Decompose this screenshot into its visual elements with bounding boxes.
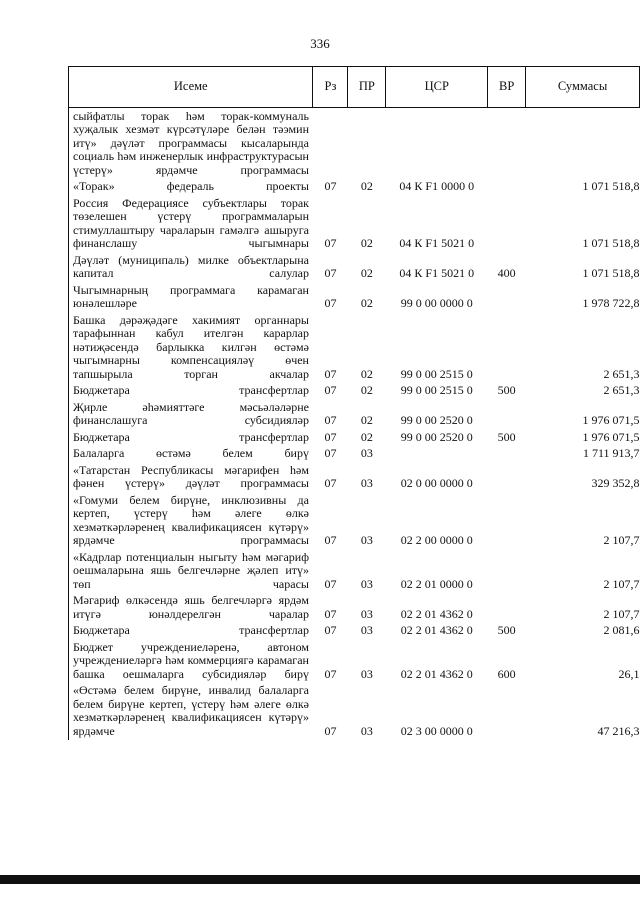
cell-sum: 26,1 xyxy=(618,666,640,681)
cell-sum xyxy=(526,108,640,179)
table-row xyxy=(69,312,640,383)
cell-rz: 07 xyxy=(324,623,337,637)
cell-vr xyxy=(488,195,526,252)
cell-name: Бюджетара трансфертлар xyxy=(69,383,313,400)
cell-vr xyxy=(488,179,526,196)
cell-name: Бюджет учреждениеләренә, автоном учреждениеләргә һәм коммерциягә карамаган башка оешмаларга субсидияләр бирү xyxy=(69,639,313,683)
cell-rz: 07 xyxy=(324,366,337,381)
cell-pr: 02 xyxy=(360,236,373,250)
table-body xyxy=(69,108,640,740)
table-row xyxy=(69,399,640,429)
cell-name: Башка дәрәҗәдәге хакимият органнары тарафыннан кабул ителгән карарлар нәтиҗәсендә барлыкка килгән өстәмә чыгымнарны компенсацияләү өчен тапшырыла торган акчалар xyxy=(69,312,313,383)
cell-vr xyxy=(488,549,526,593)
cell-rz: 07 xyxy=(324,179,337,193)
cell-rz: 07 xyxy=(324,606,337,621)
cell-rz: 07 xyxy=(324,296,337,310)
cell-pr: 03 xyxy=(360,576,373,591)
table-header-row xyxy=(69,67,640,108)
cell-rz: 07 xyxy=(324,266,337,280)
cell-sum: 329 352,8 xyxy=(591,476,640,490)
cell-sum: 1 976 071,5 xyxy=(582,413,640,427)
table-row xyxy=(69,282,640,312)
cell-csr: 02 2 01 4362 0 xyxy=(400,606,473,621)
cell-vr: 500 xyxy=(497,429,516,444)
cell-rz: 07 xyxy=(324,576,337,591)
cell-pr: 02 xyxy=(360,413,373,427)
cell-name: сыйфатлы торак һәм торак-коммуналь хуҗалык хезмәт күрсәтүләре белән тәэмин итү» дәүләт программасы кысаларында социаль һәм инженерлык инфраструктурасын үстерү» ярдәмче программасы xyxy=(69,108,313,179)
cell-vr xyxy=(488,492,526,549)
cell-csr: 99 0 00 2515 0 xyxy=(400,366,473,381)
cell-sum: 2 107,7 xyxy=(603,576,640,591)
cell-name: Бюджетара трансфертлар xyxy=(69,429,313,446)
cell-pr: 03 xyxy=(360,606,373,621)
table-row xyxy=(69,639,640,683)
cell-pr: 03 xyxy=(360,476,373,490)
table-row xyxy=(69,462,640,492)
cell-csr xyxy=(386,446,488,463)
cell-name: Җирле әһәмияттәге мәсьәләләрне финанслашуга субсидияләр xyxy=(69,399,313,429)
table-row xyxy=(69,383,640,400)
table-row xyxy=(69,623,640,640)
cell-sum: 47 216,3 xyxy=(597,723,640,738)
cell-csr: 02 0 00 0000 0 xyxy=(400,476,473,490)
table-row xyxy=(69,429,640,446)
cell-name: Дәүләт (муниципаль) милке объектларына капитал салулар xyxy=(69,252,313,282)
header-rz: Рз xyxy=(313,67,348,108)
cell-name: Мәгариф өлкәсендә яшь белгечләргә ярдәм итүгә юнәлдерелгән чаралар xyxy=(69,593,313,623)
cell-sum: 1 071 518,8 xyxy=(582,236,640,250)
cell-pr: 03 xyxy=(360,446,373,460)
cell-csr: 99 0 00 2515 0 xyxy=(400,383,473,397)
cell-sum: 2 081,6 xyxy=(603,623,640,637)
cell-csr: 99 0 00 2520 0 xyxy=(400,413,473,427)
cell-csr: 04 К F1 0000 0 xyxy=(399,179,475,193)
header-vr: ВР xyxy=(488,67,526,108)
cell-name: «Өстәмә белем бирүне, инвалид балаларга белем бирүне кертеп, үстерү һәм әлеге өлкә хезмәткәрләренең квалификациясен күтәрү» ярдәмче xyxy=(69,683,313,740)
cell-csr: 99 0 00 0000 0 xyxy=(400,296,473,310)
cell-sum: 2 107,7 xyxy=(603,606,640,621)
cell-name: «Татарстан Республикасы мәгарифен һәм фәнен үстерү» дәүләт программасы xyxy=(69,462,313,492)
cell-csr: 02 2 00 0000 0 xyxy=(400,533,473,547)
cell-rz: 07 xyxy=(324,533,337,547)
cell-rz: 07 xyxy=(324,446,337,460)
page-number: 336 xyxy=(310,36,330,51)
cell-pr: 03 xyxy=(360,623,373,637)
header-pr: ПР xyxy=(348,67,386,108)
table-row xyxy=(69,593,640,623)
cell-vr xyxy=(488,399,526,429)
table-row xyxy=(69,683,640,740)
cell-vr xyxy=(488,108,526,179)
cell-pr: 02 xyxy=(360,266,373,280)
cell-csr: 04 К F1 5021 0 xyxy=(399,266,475,280)
table-row xyxy=(69,108,640,179)
cell-rz: 07 xyxy=(324,666,337,681)
cell-sum: 2 107,7 xyxy=(603,533,640,547)
cell-sum: 1 978 722,8 xyxy=(582,296,640,310)
table-row xyxy=(69,492,640,549)
cell-csr: 02 2 01 0000 0 xyxy=(400,576,473,591)
cell-csr: 02 2 01 4362 0 xyxy=(400,623,473,637)
cell-vr xyxy=(488,312,526,383)
budget-table xyxy=(68,66,640,740)
table-row xyxy=(69,179,640,196)
cell-sum: 1 071 518,8 xyxy=(582,266,640,280)
cell-pr: 02 xyxy=(360,179,373,193)
cell-vr xyxy=(488,446,526,463)
cell-vr: 600 xyxy=(497,666,516,681)
table-row xyxy=(69,446,640,463)
cell-vr xyxy=(488,462,526,492)
cell-name: Россия Федерациясе субъектлары торак төзелешен үстерү программаларын стимуллаштыру чараларын гамәлгә ашыруга финанслашу чыгымнары xyxy=(69,195,313,252)
cell-rz xyxy=(313,108,348,179)
cell-csr: 02 2 01 4362 0 xyxy=(400,666,473,681)
cell-vr: 500 xyxy=(497,383,516,397)
cell-sum: 2 651,3 xyxy=(603,366,640,381)
cell-rz: 07 xyxy=(324,413,337,427)
cell-pr: 03 xyxy=(360,666,373,681)
cell-rz: 07 xyxy=(324,723,337,738)
header-name: Исеме xyxy=(69,67,313,108)
cell-name: Бюджетара трансфертлар xyxy=(69,623,313,640)
cell-pr: 02 xyxy=(360,296,373,310)
cell-name: Чыгымнарның программага карамаган юнәлешләре xyxy=(69,282,313,312)
table-row xyxy=(69,252,640,282)
cell-vr xyxy=(488,683,526,740)
cell-csr: 99 0 00 2520 0 xyxy=(400,429,473,444)
header-csr: ЦСР xyxy=(386,67,488,108)
table-row xyxy=(69,195,640,252)
cell-rz: 07 xyxy=(324,429,337,444)
cell-rz: 07 xyxy=(324,383,337,397)
cell-pr: 03 xyxy=(360,723,373,738)
cell-name: «Кадрлар потенциалын ныгыту һәм мәгариф оешмаларына яшь белгечләрне җәлеп итү» төп чарасы xyxy=(69,549,313,593)
cell-sum: 1 071 518,8 xyxy=(582,179,640,193)
cell-name: «Гомуми белем бирүне, инклюзивны да кертеп, үстерү һәм әлеге өлкә хезмәткәрләренең квалификациясен күтәрү» ярдәмче программасы xyxy=(69,492,313,549)
cell-sum: 1 711 913,7 xyxy=(582,446,640,460)
cell-pr xyxy=(348,108,386,179)
cell-rz: 07 xyxy=(324,476,337,490)
cell-pr: 03 xyxy=(360,533,373,547)
cell-csr xyxy=(386,108,488,179)
cell-pr: 02 xyxy=(360,429,373,444)
cell-vr xyxy=(488,593,526,623)
cell-vr: 400 xyxy=(497,266,516,280)
cell-name: «Торак» федераль проекты xyxy=(69,179,313,196)
cell-pr: 02 xyxy=(360,383,373,397)
cell-csr: 02 3 00 0000 0 xyxy=(400,723,473,738)
cell-pr: 02 xyxy=(360,366,373,381)
cell-rz: 07 xyxy=(324,236,337,250)
cell-vr xyxy=(488,282,526,312)
header-sum: Суммасы xyxy=(526,67,640,108)
bottom-scan-border xyxy=(0,875,640,884)
cell-csr: 04 К F1 5021 0 xyxy=(399,236,475,250)
cell-name: Балаларга өстәмә белем бирү xyxy=(69,446,313,463)
cell-vr: 500 xyxy=(497,623,516,637)
cell-sum: 2 651,3 xyxy=(603,383,640,397)
table-row xyxy=(69,549,640,593)
cell-sum: 1 976 071,5 xyxy=(582,429,640,444)
